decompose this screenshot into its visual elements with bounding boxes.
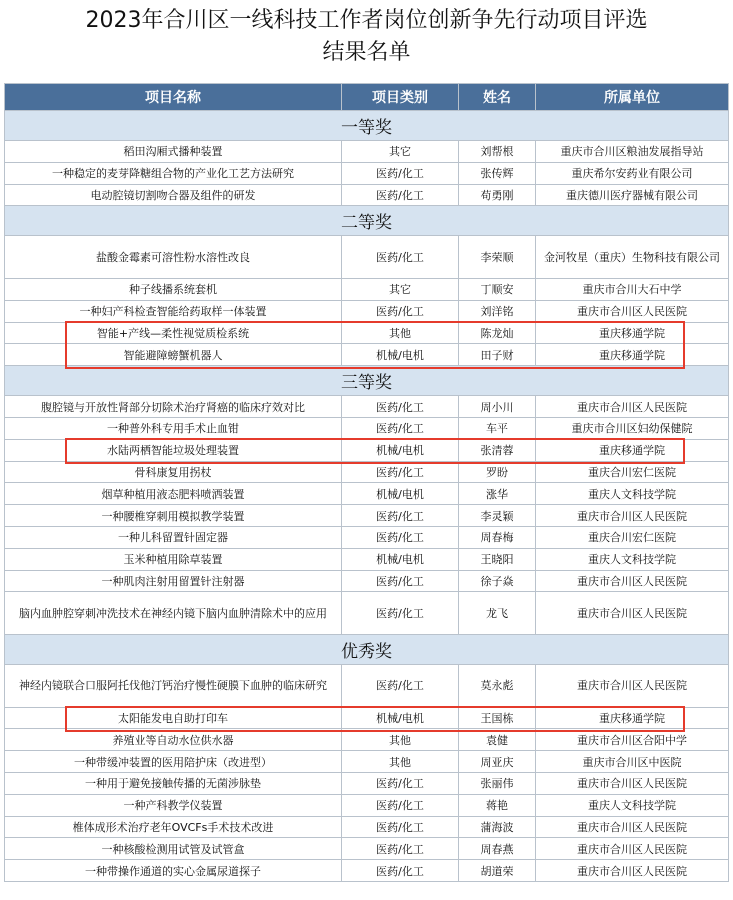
- cell-project-name: 一种普外科专用手术止血钳: [5, 417, 342, 439]
- award-section-title: 优秀奖: [5, 634, 729, 664]
- award-section-title: 一等奖: [5, 111, 729, 141]
- table-row: [5, 505, 729, 527]
- cell-unit: 金河牧星（重庆）生物科技有限公司: [536, 236, 729, 279]
- cell-person: 蒋艳: [459, 794, 536, 816]
- cell-project-name: 水陆两栖智能垃圾处理装置: [5, 439, 342, 461]
- cell-category: 其它: [342, 278, 459, 300]
- page-title: 2023年合川区一线科技工作者岗位创新争先行动项目评选: [85, 8, 648, 33]
- cell-category: 医药/化工: [342, 592, 459, 635]
- cell-project-name: 太阳能发电自助打印车: [5, 707, 342, 729]
- cell-category: 其他: [342, 322, 459, 344]
- cell-category: 医药/化工: [342, 300, 459, 322]
- cell-unit: 重庆市合川区人民医院: [536, 505, 729, 527]
- table-row: [5, 344, 729, 366]
- cell-person: 田子财: [459, 344, 536, 366]
- cell-project-name: 椎体成形术治疗老年OVCFs手术技术改进: [5, 816, 342, 838]
- cell-person: 周小川: [459, 396, 536, 418]
- cell-category: 医药/化工: [342, 838, 459, 860]
- cell-project-name: 烟草种植用液态肥料喷洒装置: [5, 483, 342, 505]
- header-category: 项目类别: [342, 84, 459, 111]
- cell-category: 机械/电机: [342, 439, 459, 461]
- cell-project-name: 一种稳定的麦芽降糖组合物的产业化工艺方法研究: [5, 162, 342, 184]
- cell-person: 袁健: [459, 729, 536, 751]
- cell-project-name: 养殖业等自动水位供水器: [5, 729, 342, 751]
- table-row: [5, 439, 729, 461]
- cell-person: 丁顺安: [459, 278, 536, 300]
- cell-project-name: 一种妇产科检查智能给药取样一体装置: [5, 300, 342, 322]
- cell-category: 其他: [342, 729, 459, 751]
- cell-unit: 重庆市合川区妇幼保健院: [536, 417, 729, 439]
- cell-unit: 重庆市合川大石中学: [536, 278, 729, 300]
- cell-unit: 重庆市合川区中医院: [536, 751, 729, 773]
- award-section-row: [5, 634, 729, 664]
- table-row: [5, 396, 729, 418]
- cell-unit: 重庆合川宏仁医院: [536, 461, 729, 483]
- cell-category: 医药/化工: [342, 184, 459, 206]
- table-row: [5, 772, 729, 794]
- cell-unit: 重庆希尔安药业有限公司: [536, 162, 729, 184]
- cell-unit: 重庆市合川区人民医院: [536, 592, 729, 635]
- table-row: [5, 707, 729, 729]
- table-row: [5, 838, 729, 860]
- cell-project-name: 一种用于避免接触传播的无菌涉脉垫: [5, 772, 342, 794]
- cell-person: 苟勇刚: [459, 184, 536, 206]
- table-row: [5, 570, 729, 592]
- cell-person: 莫永彪: [459, 664, 536, 707]
- table-row: [5, 794, 729, 816]
- cell-unit: 重庆市合川区人民医院: [536, 300, 729, 322]
- cell-unit: 重庆人文科技学院: [536, 548, 729, 570]
- header-unit: 所属单位: [536, 84, 729, 111]
- cell-category: 医药/化工: [342, 461, 459, 483]
- cell-project-name: 智能避障螃蟹机器人: [5, 344, 342, 366]
- cell-unit: 重庆人文科技学院: [536, 794, 729, 816]
- cell-person: 罗盼: [459, 461, 536, 483]
- cell-project-name: 一种产科教学仪装置: [5, 794, 342, 816]
- cell-category: 机械/电机: [342, 344, 459, 366]
- cell-category: 机械/电机: [342, 548, 459, 570]
- table-row: [5, 300, 729, 322]
- cell-person: 周春燕: [459, 838, 536, 860]
- table-row: [5, 141, 729, 163]
- table-row: [5, 417, 729, 439]
- cell-project-name: 玉米种植用除草装置: [5, 548, 342, 570]
- cell-unit: 重庆德川医疗器械有限公司: [536, 184, 729, 206]
- cell-unit: 重庆市合川区人民医院: [536, 664, 729, 707]
- cell-project-name: 腹腔镜与开放性肾部分切除术治疗肾癌的临床疗效对比: [5, 396, 342, 418]
- cell-unit: 重庆市合川区人民医院: [536, 838, 729, 860]
- cell-project-name: 电动腔镜切割吻合器及组件的研发: [5, 184, 342, 206]
- cell-project-name: 一种腰椎穿刺用模拟教学装置: [5, 505, 342, 527]
- award-section-title: 三等奖: [5, 366, 729, 396]
- cell-unit: 重庆移通学院: [536, 344, 729, 366]
- cell-unit: 重庆市合川区人民医院: [536, 772, 729, 794]
- table-row: [5, 751, 729, 773]
- cell-person: 胡道荣: [459, 860, 536, 882]
- cell-unit: 重庆人文科技学院: [536, 483, 729, 505]
- cell-unit: 重庆市合川区人民医院: [536, 396, 729, 418]
- cell-project-name: 智能+产线—柔性视觉质检系统: [5, 322, 342, 344]
- cell-project-name: 种子线播系统套机: [5, 278, 342, 300]
- cell-category: 其它: [342, 141, 459, 163]
- cell-person: 王国栋: [459, 707, 536, 729]
- cell-unit: 重庆移通学院: [536, 439, 729, 461]
- cell-category: 机械/电机: [342, 707, 459, 729]
- award-section-row: [5, 206, 729, 236]
- cell-person: 徐子焱: [459, 570, 536, 592]
- cell-project-name: 稻田沟厢式播种装置: [5, 141, 342, 163]
- cell-project-name: 骨科康复用拐杖: [5, 461, 342, 483]
- table-row: [5, 162, 729, 184]
- header-project-name: 项目名称: [5, 84, 342, 111]
- cell-person: 周春梅: [459, 526, 536, 548]
- cell-unit: 重庆移通学院: [536, 707, 729, 729]
- cell-person: 刘帮根: [459, 141, 536, 163]
- award-section-title: 二等奖: [5, 206, 729, 236]
- cell-project-name: 盐酸金霉素可溶性粉水溶性改良: [5, 236, 342, 279]
- cell-person: 张清蓉: [459, 439, 536, 461]
- cell-person: 蒲海波: [459, 816, 536, 838]
- cell-unit: 重庆市合川区人民医院: [536, 570, 729, 592]
- cell-project-name: 一种带操作通道的实心金属尿道探子: [5, 860, 342, 882]
- cell-person: 刘洋铭: [459, 300, 536, 322]
- cell-category: 医药/化工: [342, 236, 459, 279]
- cell-person: 王晓阳: [459, 548, 536, 570]
- cell-person: 陈龙灿: [459, 322, 536, 344]
- table-row: [5, 236, 729, 279]
- cell-unit: 重庆市合川区人民医院: [536, 860, 729, 882]
- results-table: [4, 83, 729, 882]
- cell-category: 医药/化工: [342, 772, 459, 794]
- cell-category: 医药/化工: [342, 664, 459, 707]
- cell-person: 李荣顺: [459, 236, 536, 279]
- table-row: [5, 278, 729, 300]
- cell-category: 其他: [342, 751, 459, 773]
- table-row: [5, 860, 729, 882]
- cell-person: 涨华: [459, 483, 536, 505]
- cell-unit: 重庆市合川区合阳中学: [536, 729, 729, 751]
- cell-project-name: 一种核酸检测用试管及试管盒: [5, 838, 342, 860]
- cell-unit: 重庆移通学院: [536, 322, 729, 344]
- cell-category: 医药/化工: [342, 570, 459, 592]
- cell-project-name: 脑内血肿腔穿刺冲洗技术在神经内镜下脑内血肿清除术中的应用: [5, 592, 342, 635]
- award-section-row: [5, 366, 729, 396]
- cell-category: 机械/电机: [342, 483, 459, 505]
- table-row: [5, 483, 729, 505]
- cell-category: 医药/化工: [342, 162, 459, 184]
- cell-category: 医药/化工: [342, 505, 459, 527]
- cell-category: 医药/化工: [342, 526, 459, 548]
- cell-category: 医药/化工: [342, 860, 459, 882]
- cell-category: 医药/化工: [342, 816, 459, 838]
- cell-project-name: 神经内镜联合口服阿托伐他汀钙治疗慢性硬膜下血肿的临床研究: [5, 664, 342, 707]
- cell-category: 医药/化工: [342, 794, 459, 816]
- table-row: [5, 184, 729, 206]
- table-row: [5, 816, 729, 838]
- header-name: 姓名: [459, 84, 536, 111]
- table-row: [5, 322, 729, 344]
- table-header-row: [5, 84, 729, 111]
- cell-person: 张丽伟: [459, 772, 536, 794]
- cell-person: 张传辉: [459, 162, 536, 184]
- cell-project-name: 一种带缓冲装置的医用陪护床（改进型）: [5, 751, 342, 773]
- cell-unit: 重庆合川宏仁医院: [536, 526, 729, 548]
- cell-unit: 重庆市合川区粮油发展指导站: [536, 141, 729, 163]
- table-row: [5, 592, 729, 635]
- page-subtitle: 结果名单: [322, 40, 411, 65]
- cell-person: 李灵颖: [459, 505, 536, 527]
- table-row: [5, 548, 729, 570]
- cell-category: 医药/化工: [342, 417, 459, 439]
- cell-category: 医药/化工: [342, 396, 459, 418]
- cell-person: 周亚庆: [459, 751, 536, 773]
- cell-project-name: 一种肌肉注射用留置针注射器: [5, 570, 342, 592]
- table-row: [5, 526, 729, 548]
- table-row: [5, 664, 729, 707]
- cell-project-name: 一种儿科留置针固定器: [5, 526, 342, 548]
- table-row: [5, 461, 729, 483]
- table-body: [5, 111, 729, 882]
- cell-person: 车平: [459, 417, 536, 439]
- cell-person: 龙飞: [459, 592, 536, 635]
- cell-unit: 重庆市合川区人民医院: [536, 816, 729, 838]
- table-row: [5, 729, 729, 751]
- award-section-row: [5, 111, 729, 141]
